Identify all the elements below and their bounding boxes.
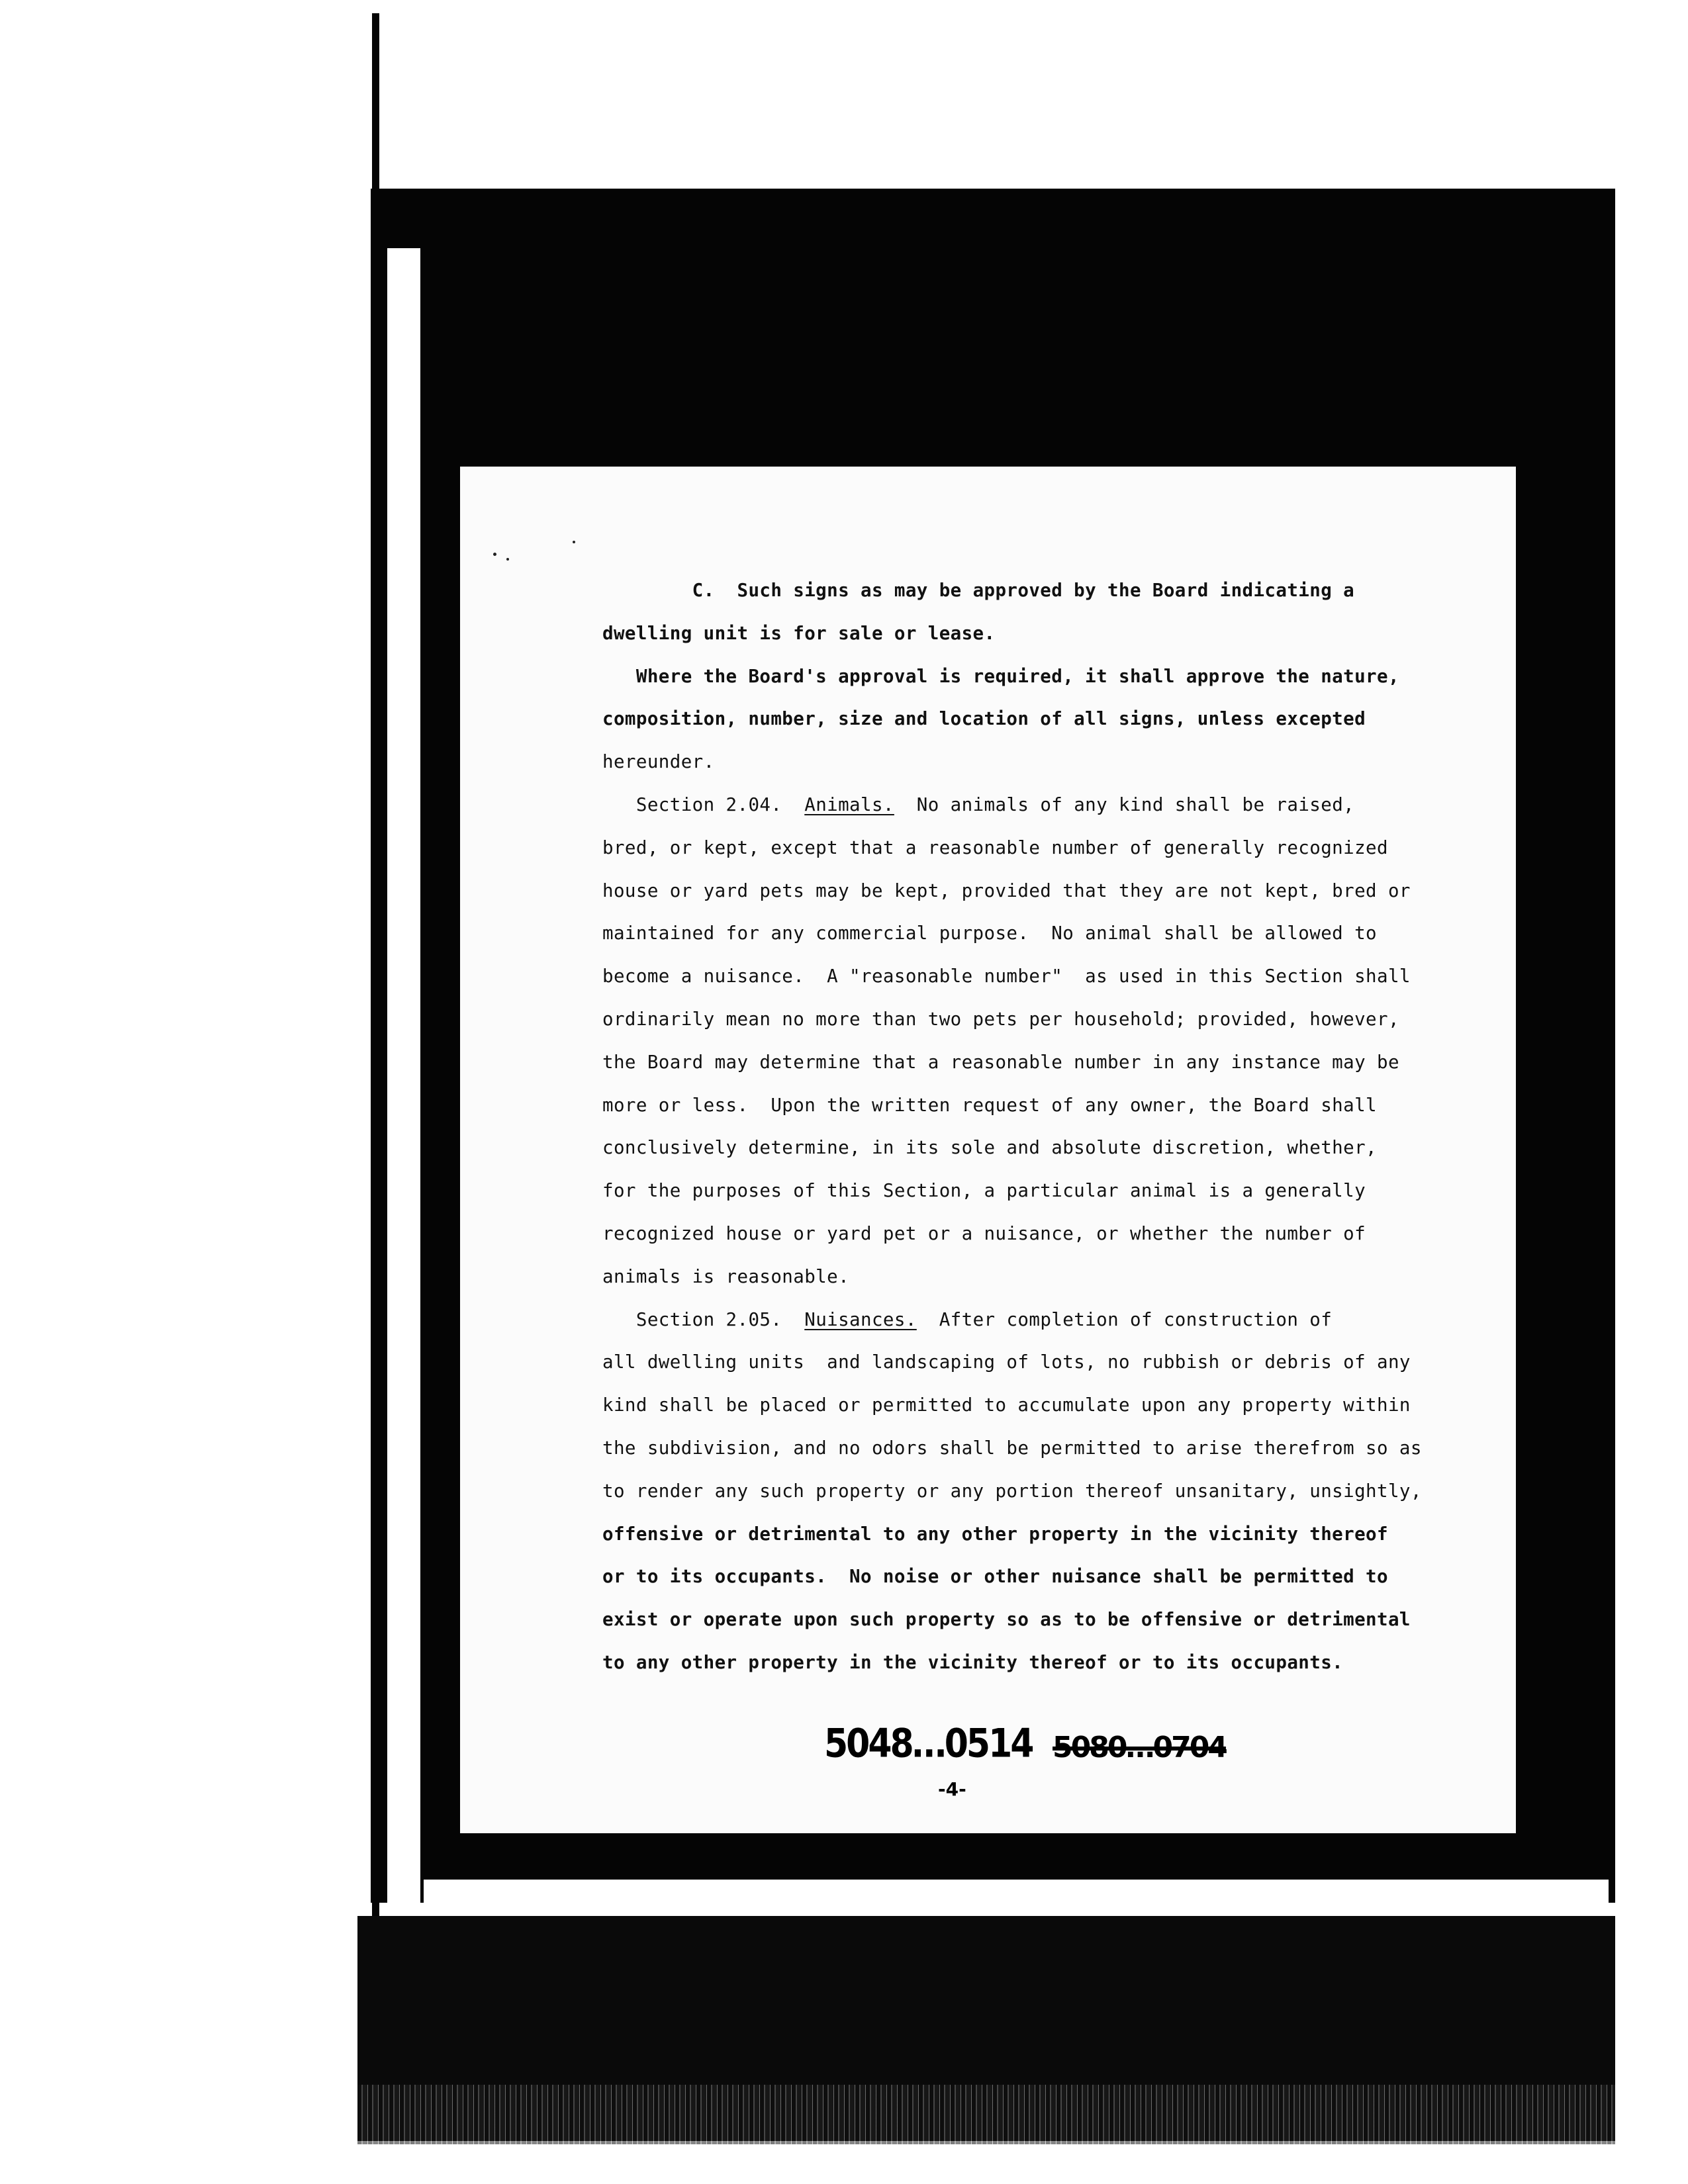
text-line — [602, 1427, 1503, 1470]
scan-speck — [493, 553, 496, 556]
text-line — [602, 1298, 1503, 1342]
scan-speck — [506, 558, 509, 561]
text-line — [602, 955, 1503, 998]
line-indent — [602, 1309, 636, 1330]
text-segment: maintained for any commercial purpose. No animal shall be allowed to — [602, 923, 1377, 944]
text-segment: offensive or detrimental to any other property in the vicinity thereof — [602, 1523, 1388, 1545]
text-line — [602, 1084, 1503, 1127]
line-indent — [602, 580, 692, 601]
text-segment: recognized house or yard pet or a nuisance, or whether the number of — [602, 1222, 1366, 1244]
text-line — [602, 655, 1503, 698]
text-segment: for the purposes of this Section, a particular animal is a generally — [602, 1180, 1366, 1202]
scan-white-strip — [387, 248, 420, 1923]
text-segment: to any other property in the vicinity thereof or to its occupants. — [602, 1651, 1344, 1673]
text-segment: ordinarily mean no more than two pets per household; provided, however, — [602, 1008, 1399, 1030]
recording-book-page-stamp: 5048…0514 — [824, 1721, 1033, 1767]
text-segment: house or yard pets may be kept, provided that they are not kept, bred or — [602, 880, 1411, 901]
text-segment: composition, number, size and location of all signs, unless excepted — [602, 708, 1366, 730]
text-segment: the Board may determine that a reasonable number in any instance may be — [602, 1051, 1399, 1073]
text-segment: become a nuisance. A "reasonable number" as used in this Section shall — [602, 966, 1411, 987]
section-heading: Animals. — [804, 794, 894, 815]
text-line — [602, 827, 1503, 870]
text-segment: or to its occupants. No noise or other nuisance shall be permitted to — [602, 1566, 1388, 1588]
text-segment: the subdivision, and no odors shall be permitted to arise therefrom so as — [602, 1437, 1422, 1459]
text-segment: Section 2.05. — [635, 1308, 805, 1330]
text-segment: C. Such signs as may be approved by the Board indicating a — [692, 580, 1355, 601]
text-line — [602, 569, 1503, 612]
text-line — [602, 1513, 1503, 1556]
text-line — [602, 698, 1503, 741]
text-segment: more or less. Upon the written request of any owner, the Board shall — [602, 1094, 1377, 1116]
text-segment: Section 2.04. — [635, 794, 805, 815]
text-line — [602, 784, 1503, 827]
text-line — [602, 1169, 1503, 1212]
line-indent — [602, 666, 636, 687]
line-indent — [602, 794, 636, 815]
text-line — [602, 870, 1503, 913]
text-segment: animals is reasonable. — [602, 1265, 850, 1287]
text-segment: dwelling unit is for sale or lease. — [602, 622, 996, 644]
section-heading: Nuisances. — [804, 1308, 917, 1330]
text-line — [602, 1598, 1503, 1641]
text-segment: all dwelling units and landscaping of lots, no rubbish or debris of any — [602, 1351, 1411, 1373]
text-segment: conclusively determine, in its sole and absolute discretion, whether, — [602, 1137, 1377, 1159]
text-segment: bred, or kept, except that a reasonable number of generally recognized — [602, 837, 1388, 858]
text-segment: No animals of any kind shall be raised, — [894, 794, 1355, 815]
text-line — [602, 998, 1503, 1041]
text-line — [602, 1255, 1503, 1298]
document-body — [602, 569, 1503, 1684]
scan-noise — [357, 2085, 1615, 2144]
page-number: -4- — [938, 1778, 966, 1800]
text-segment: Where the Board's approval is required, it shall approve the nature, — [635, 665, 1399, 687]
text-line — [602, 741, 1503, 784]
text-segment: kind shall be placed or permitted to accumulate upon any property within — [602, 1394, 1411, 1416]
text-line — [602, 1212, 1503, 1255]
text-line — [602, 1041, 1503, 1084]
text-line — [602, 1126, 1503, 1169]
text-line — [602, 912, 1503, 955]
text-segment: exist or operate upon such property so as to be offensive or detrimental — [602, 1609, 1411, 1631]
text-segment: hereunder. — [602, 751, 715, 773]
text-line — [602, 1384, 1503, 1427]
text-segment: After completion of construction of — [916, 1308, 1333, 1330]
scan-speck — [573, 541, 575, 543]
text-line — [602, 1341, 1503, 1384]
document-sheet — [460, 467, 1516, 1833]
text-segment: to render any such property or any portion thereof unsanitary, unsightly, — [602, 1480, 1422, 1502]
scan-white-band — [424, 1880, 1609, 1919]
text-line — [602, 612, 1503, 655]
text-line — [602, 1641, 1503, 1684]
text-line — [602, 1555, 1503, 1598]
text-line — [602, 1470, 1503, 1513]
recording-book-page-stamp-struck: 5080…0704 — [1053, 1731, 1226, 1764]
